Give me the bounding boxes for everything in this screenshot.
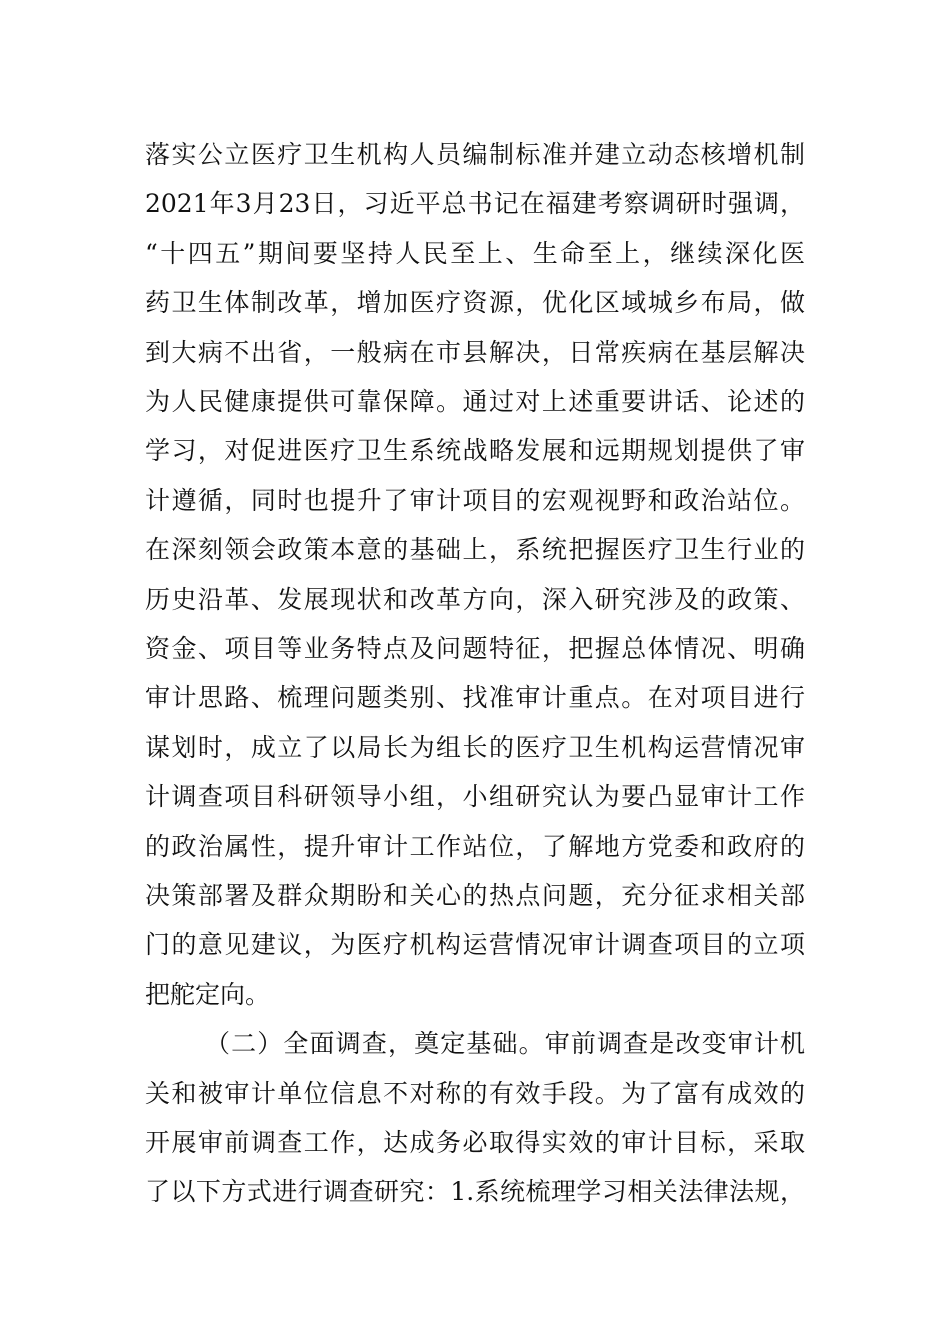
text-line: 计调查项目科研领导小组，小组研究认为要凸显审计工作 <box>145 782 805 812</box>
text-line: 落实公立医疗卫生机构人员编制标准并建立动态核增机制 <box>145 140 805 169</box>
text-line: 决策部署及群众期盼和关心的热点问题，充分征求相关部 <box>145 881 805 910</box>
text-line: 资金、项目等业务特点及问题特征，把握总体情况、明确 <box>145 634 805 663</box>
text-line: 为人民健康提供可靠保障。通过对上述重要讲话、论述的 <box>145 387 805 416</box>
text-line: 开展审前调查工作，达成务必取得实效的审计目标，采取 <box>145 1128 805 1157</box>
text-line: “十四五”期间要坚持人民至上、生命至上，继续深化医 <box>145 238 805 268</box>
text-line: 门的意见建议，为医疗机构运营情况审计调查项目的立项 <box>145 930 805 960</box>
text-line: 审计思路、梳理问题类别、找准审计重点。在对项目进行 <box>145 683 805 713</box>
text-line: 到大病不出省，一般病在市县解决，日常疾病在基层解决 <box>145 337 805 367</box>
text-line: 谋划时，成立了以局长为组长的医疗卫生机构运营情况审 <box>145 732 805 762</box>
text-line: 药卫生体制改革，增加医疗资源，优化区域城乡布局，做 <box>145 288 805 318</box>
text-line: 计遵循，同时也提升了审计项目的宏观视野和政治站位。 <box>145 485 805 515</box>
text-line: 把舵定向。 <box>145 979 271 1009</box>
text-line: 在深刻领会政策本意的基础上，系统把握医疗卫生行业的 <box>145 535 805 565</box>
text-line: 历史沿革、发展现状和改革方向，深入研究涉及的政策、 <box>145 584 805 614</box>
text-line: 2021年3月23日，习近平总书记在福建考察调研时强调， <box>145 189 805 219</box>
text-line: （二）全面调查，奠定基础。审前调查是改变审计机 <box>205 1029 805 1059</box>
text-line: 的政治属性，提升审计工作站位，了解地方党委和政府的 <box>145 831 805 861</box>
text-line: 关和被审计单位信息不对称的有效手段。为了富有成效的 <box>145 1078 805 1108</box>
text-line: 了以下方式进行调查研究：1.系统梳理学习相关法律法规， <box>145 1177 805 1207</box>
text-line: 学习，对促进医疗卫生系统战略发展和远期规划提供了审 <box>145 436 805 466</box>
